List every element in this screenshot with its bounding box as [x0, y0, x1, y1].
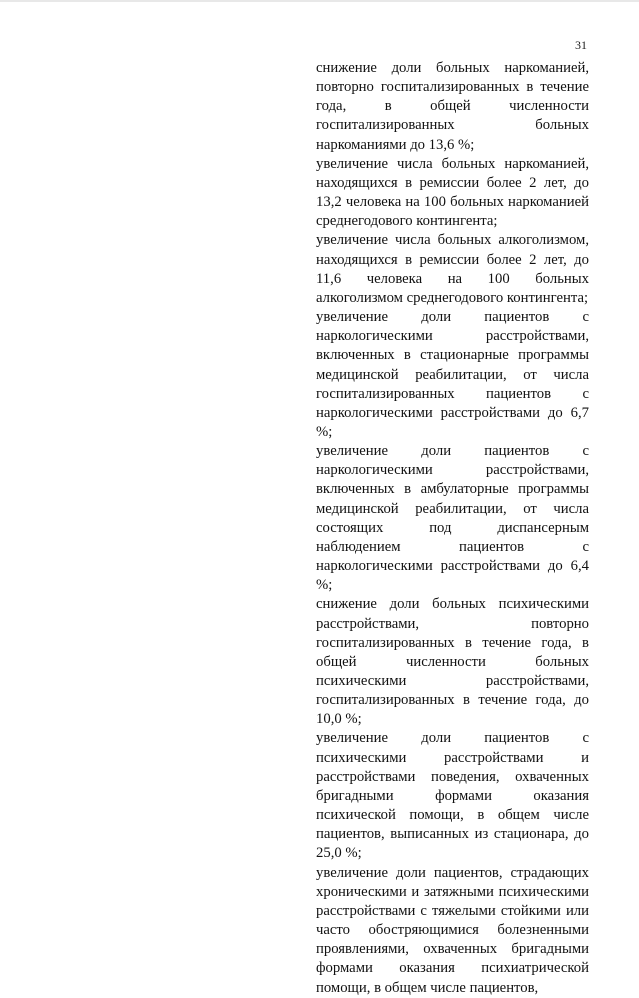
paragraph-inpatient-rehabilitation: увеличение доли пациентов с наркологическими расстройствами, включенных в стационарные программы медицинской реабилитации, от числа госпитализированных пациентов с наркологическими расстройствами до 6,7 %;	[316, 309, 589, 440]
paragraph-narcomania-rehospitalization: снижение доли больных наркоманией, повторно госпитализированных в течение года, в общей численности госпитализированных больных наркоманиями до 13,6 %;	[316, 60, 589, 153]
paragraph-team-care-chronic: увеличение доли пациентов, страдающих хроническими и затяжными психическими расстройствами с тяжелыми стойкими или часто обостряющимися болезненными проявлениями, охваченных бригадными формами оказания психиатрической помощи, в общем числе пациентов,	[316, 864, 589, 996]
paragraph-outpatient-rehabilitation: увеличение доли пациентов с наркологическими расстройствами, включенных в амбулаторные программы медицинской реабилитации, от числа состоящих под диспансерным наблюдением пациентов с наркологическими расстройствами до 6,4 %;	[316, 443, 589, 594]
indicator-list	[316, 59, 589, 998]
paragraph-team-care-discharged: увеличение доли пациентов с психическими расстройствами и расстройствами поведения, охваченных бригадными формами оказания психической помощи, в общем числе пациентов, выписанных из стационара, до 25,0 %;	[316, 730, 589, 862]
paragraph-alcoholism-remission: увеличение числа больных алкоголизмом, находящихся в ремиссии более 2 лет, до 11,6 человека на 100 больных алкоголизмом среднегодового контингента;	[316, 232, 589, 306]
page-number: 31	[575, 38, 587, 52]
paragraph-narcomania-remission: увеличение числа больных наркоманией, находящихся в ремиссии более 2 лет, до 13,2 человека на 100 больных наркоманией среднегодового контингента;	[316, 155, 589, 230]
scan-edge	[0, 0, 639, 2]
paragraph-psychiatric-rehospitalization: снижение доли больных психическими расстройствами, повторно госпитализированных в течение года, в общей численности больных психическими расстройствами, госпитализированных в течение года, до 10,0 %;	[316, 596, 589, 728]
